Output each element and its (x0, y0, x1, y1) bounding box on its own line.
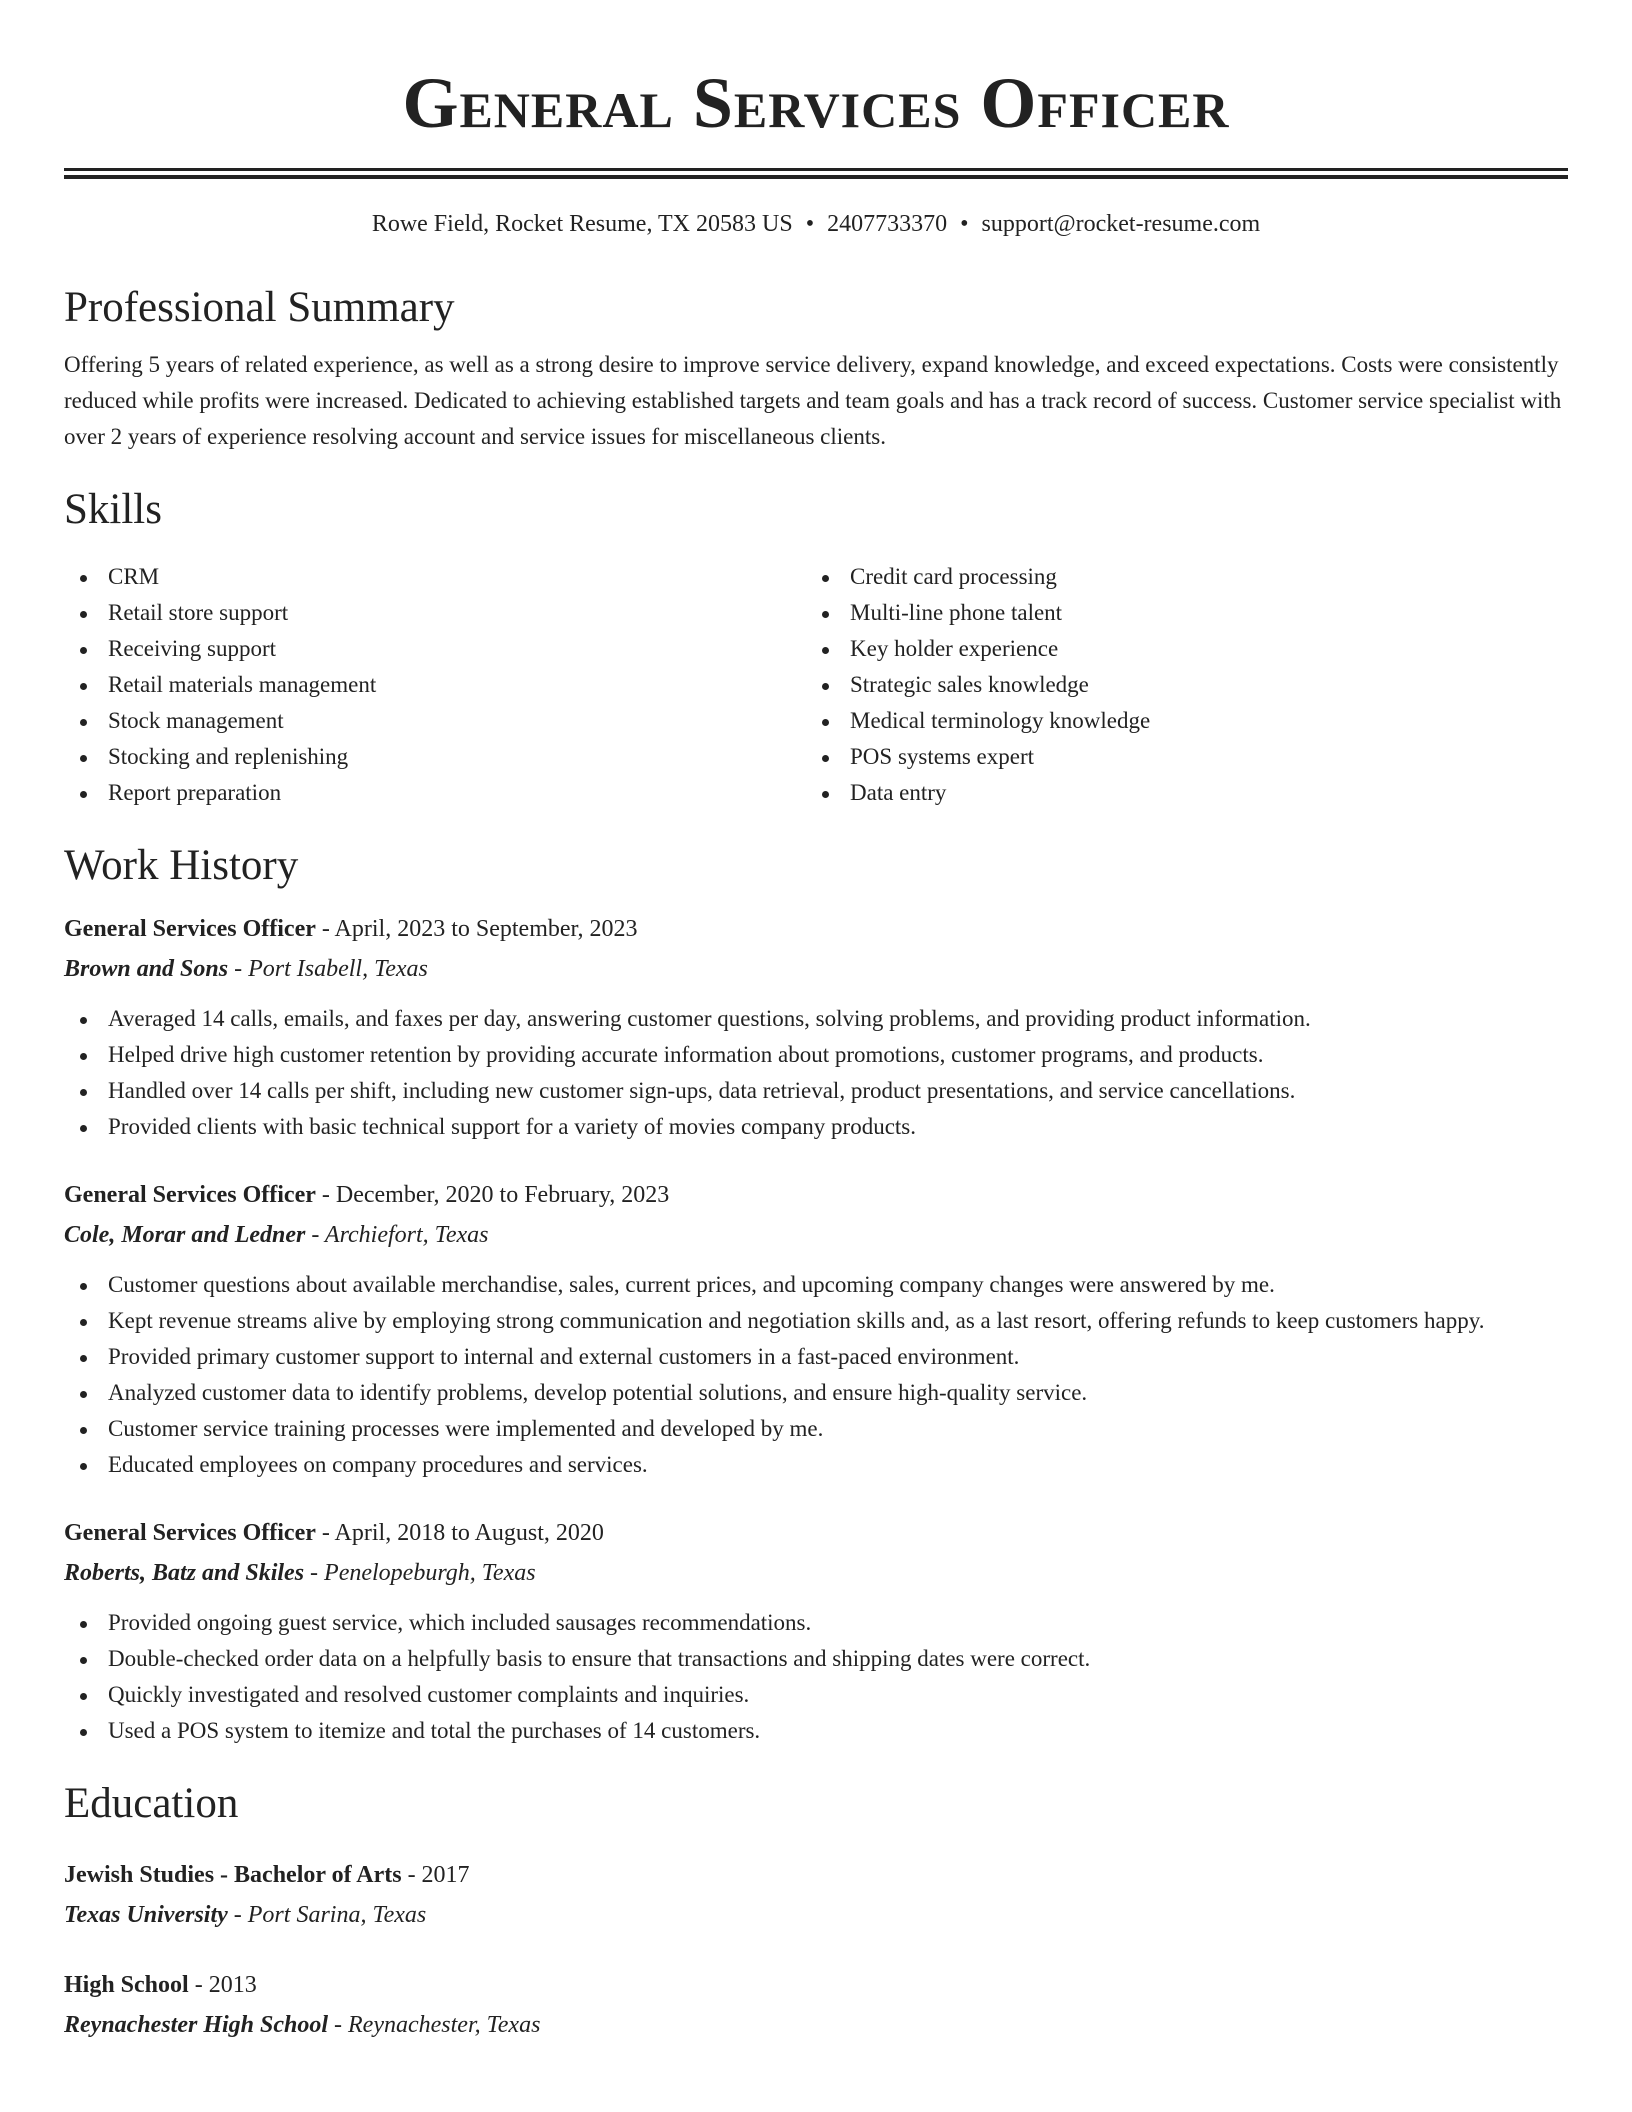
skill-item: Data entry (806, 775, 1548, 811)
skills-heading: Skills (64, 486, 162, 533)
job-duties (64, 1001, 1568, 1145)
skill-item: Stocking and replenishing (64, 739, 806, 775)
contact-separator: • (960, 211, 969, 237)
job-duties (64, 1605, 1568, 1749)
job-dates: - April, 2018 to August, 2020 (315, 1520, 604, 1546)
education-heading: Education (64, 1780, 239, 1827)
contact-email: support@rocket-resume.com (981, 211, 1261, 237)
resume-page (64, 0, 1568, 2043)
education-year: - 2017 (401, 1862, 470, 1888)
education-entry (64, 1967, 1568, 2043)
duty-item: Helped drive high customer retention by providing accurate information about promotions, customer programs, and products. (64, 1037, 1568, 1073)
skill-item: Medical terminology knowledge (806, 703, 1548, 739)
job-company: Cole, Morar and Ledner (64, 1222, 306, 1248)
job-dates: - April, 2023 to September, 2023 (315, 916, 638, 942)
duty-item: Averaged 14 calls, emails, and faxes per day, answering customer questions, solving problems, and providing product information. (64, 1001, 1568, 1037)
job-location: - Port Isabell, Texas (228, 956, 428, 982)
education-school-line (64, 1897, 1568, 1933)
education-degree-line (64, 1967, 1568, 2003)
job-entry (64, 1515, 1568, 1749)
duty-item: Customer questions about available merchandise, sales, current prices, and upcoming company changes were answered by me. (64, 1267, 1568, 1303)
education-degree: High School (64, 1972, 189, 1998)
education-school: Reynachester High School (64, 2012, 329, 2038)
skill-item: POS systems expert (806, 739, 1548, 775)
skills-column-right (806, 559, 1548, 811)
summary-heading: Professional Summary (64, 284, 455, 331)
duty-item: Double-checked order data on a helpfully basis to ensure that transactions and shipping dates were correct. (64, 1641, 1568, 1677)
duty-item: Quickly investigated and resolved customer complaints and inquiries. (64, 1677, 1568, 1713)
duty-item: Customer service training processes were implemented and developed by me. (64, 1411, 1568, 1447)
divider-line-thin (64, 168, 1568, 171)
skill-item: Retail materials management (64, 667, 806, 703)
work-history-heading: Work History (64, 842, 299, 889)
divider-line-thick (64, 175, 1568, 179)
job-entry (64, 911, 1568, 1145)
job-company-line (64, 1217, 1568, 1253)
skill-item: Strategic sales knowledge (806, 667, 1548, 703)
education-degree: Jewish Studies - Bachelor of Arts (64, 1862, 402, 1888)
skill-item: Stock management (64, 703, 806, 739)
skill-item: Multi-line phone talent (806, 595, 1548, 631)
job-company: Brown and Sons (64, 956, 229, 982)
duty-item: Educated employees on company procedures and services. (64, 1447, 1568, 1483)
skill-item: Receiving support (64, 631, 806, 667)
job-location: - Archiefort, Texas (305, 1222, 489, 1248)
skills-column-left (64, 559, 806, 811)
job-company-line (64, 1555, 1568, 1591)
education-school-line (64, 2007, 1568, 2043)
skill-item: CRM (64, 559, 806, 595)
skill-item: Credit card processing (806, 559, 1548, 595)
job-location: - Penelopeburgh, Texas (304, 1560, 536, 1586)
contact-line (64, 209, 1568, 239)
education-entry (64, 1857, 1568, 1933)
education-year: - 2013 (188, 1972, 257, 1998)
duty-item: Provided ongoing guest service, which included sausages recommendations. (64, 1605, 1568, 1641)
duty-item: Used a POS system to itemize and total the purchases of 14 customers. (64, 1713, 1568, 1749)
skills-list (64, 559, 1568, 811)
education-degree-line (64, 1857, 1568, 1893)
job-dates: - December, 2020 to February, 2023 (315, 1182, 670, 1208)
title-divider (64, 168, 1568, 179)
resume-title: General Services Officer (402, 63, 1230, 143)
job-duties (64, 1267, 1568, 1483)
duty-item: Handled over 14 calls per shift, including new customer sign-ups, data retrieval, product presentations, and service cancellations. (64, 1073, 1568, 1109)
skill-item: Key holder experience (806, 631, 1548, 667)
job-entry (64, 1177, 1568, 1483)
education-location: - Port Sarina, Texas (227, 1902, 427, 1928)
job-title-line (64, 1177, 1568, 1213)
skill-item: Report preparation (64, 775, 806, 811)
contact-phone: 2407733370 (827, 211, 948, 237)
contact-address: Rowe Field, Rocket Resume, TX 20583 US (371, 211, 793, 237)
job-title: General Services Officer (64, 916, 316, 942)
duty-item: Provided primary customer support to internal and external customers in a fast-paced environment. (64, 1339, 1568, 1375)
skill-item: Retail store support (64, 595, 806, 631)
job-company: Roberts, Batz and Skiles (64, 1560, 305, 1586)
duty-item: Kept revenue streams alive by employing strong communication and negotiation skills and, as a last resort, offering refunds to keep customers happy. (64, 1303, 1568, 1339)
duty-item: Provided clients with basic technical support for a variety of movies company products. (64, 1109, 1568, 1145)
job-title: General Services Officer (64, 1182, 316, 1208)
job-title-line (64, 1515, 1568, 1551)
job-title: General Services Officer (64, 1520, 316, 1546)
contact-separator: • (805, 211, 815, 237)
education-school: Texas University (64, 1902, 228, 1928)
summary-text: Offering 5 years of related experience, as well as a strong desire to improve service delivery, expand knowledge, and exceed expectations. Costs were consistently reduced while profits were increased. Dedicated to achieving established targets and team goals and has a track record of success. Customer service specialist with over 2 years of experience resolving account and service issues for miscellaneous clients. (64, 352, 1562, 449)
job-company-line (64, 951, 1568, 987)
duty-item: Analyzed customer data to identify problems, develop potential solutions, and ensure high-quality service. (64, 1375, 1568, 1411)
job-title-line (64, 911, 1568, 947)
education-location: - Reynachester, Texas (328, 2012, 541, 2038)
